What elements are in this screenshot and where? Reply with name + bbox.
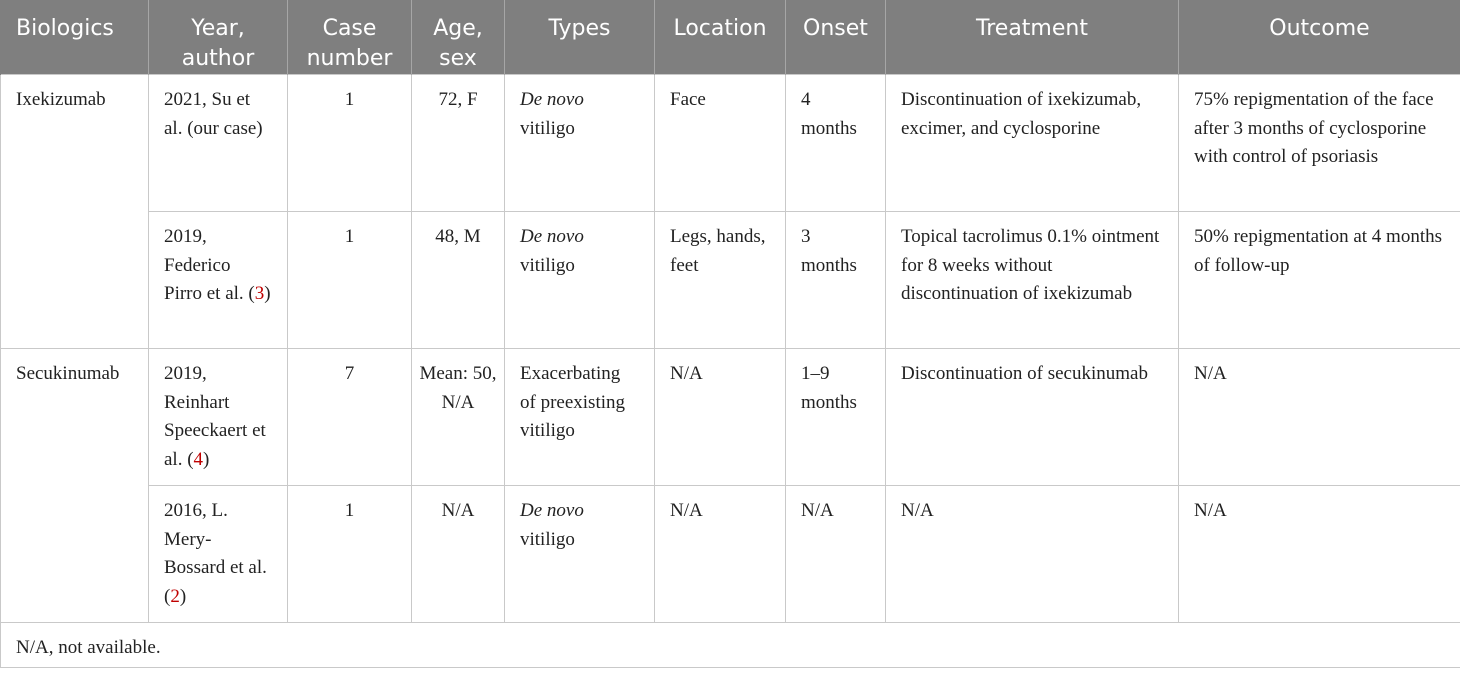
treatment-cell: Topical tacrolimus 0.1% ointment for 8 weeks without discontinuation of ixekizumab (886, 212, 1179, 349)
footnote-row (1, 623, 1460, 668)
header-case-number: Case number (288, 1, 412, 75)
age-sex-cell: 48, M (412, 212, 505, 349)
outcome-cell: 50% repigmentation at 4 months of follow-up (1179, 212, 1460, 349)
age-sex-cell: 72, F (412, 75, 505, 212)
onset-cell: 1–9 months (786, 349, 886, 486)
header-location: Location (655, 1, 786, 75)
year-author-close: ) (203, 448, 210, 470)
table-row (1, 349, 1460, 486)
header-treatment: Treatment (886, 1, 1179, 75)
age-sex-cell: Mean: 50, N/A (412, 349, 505, 486)
year-author-close: ) (264, 283, 271, 304)
header-types: Types (505, 1, 655, 75)
location-cell: N/A (655, 486, 786, 623)
onset-cell: 3 months (786, 212, 886, 349)
table-footnote: N/A, not available. (1, 623, 1460, 668)
location-cell: Face (655, 75, 786, 212)
types-italic: De novo (520, 500, 584, 521)
types-rest: vitiligo (520, 254, 575, 276)
header-outcome: Outcome (1179, 1, 1460, 75)
types-cell (505, 349, 655, 486)
case-number-cell: 1 (288, 212, 412, 349)
reference-link[interactable]: 4 (193, 448, 204, 470)
outcome-cell: N/A (1179, 486, 1460, 623)
age-sex-cell: N/A (412, 486, 505, 623)
table-row (1, 75, 1460, 212)
treatment-cell: N/A (886, 486, 1179, 623)
case-number-cell: 1 (288, 75, 412, 212)
table-row (1, 486, 1460, 623)
header-row (1, 1, 1460, 75)
year-author-text: 2019, Federico Pirro et al. ( (164, 226, 255, 304)
outcome-cell: N/A (1179, 349, 1460, 486)
year-author-text: 2019, Reinhart Speeckaert et al. ( (164, 363, 266, 470)
year-author-close: ) (179, 585, 187, 607)
year-author-text: 2016, L. Mery-Bossard et al. ( (164, 500, 267, 607)
year-author-cell (149, 486, 288, 623)
biologic-cell: Secukinumab (1, 349, 149, 623)
types-italic: De novo (520, 226, 584, 247)
types-rest: Exacerbating of preexisting vitiligo (520, 363, 626, 441)
year-author-cell: 2021, Su et al. (our case) (149, 75, 288, 212)
outcome-cell: 75% repigmentation of the face after 3 months of cyclosporine with control of psoriasis (1179, 75, 1460, 212)
types-cell (505, 75, 655, 212)
header-age-sex: Age, sex (412, 1, 505, 75)
year-author-cell (149, 212, 288, 349)
types-italic: De novo (520, 89, 584, 110)
types-cell (505, 486, 655, 623)
year-author-cell (149, 349, 288, 486)
header-biologics: Biologics (1, 1, 149, 75)
reference-link[interactable]: 3 (254, 283, 265, 304)
case-number-cell: 7 (288, 349, 412, 486)
onset-cell: 4 months (786, 75, 886, 212)
types-cell (505, 212, 655, 349)
treatment-cell: Discontinuation of secukinumab (886, 349, 1179, 486)
types-rest: vitiligo (520, 528, 575, 550)
header-onset: Onset (786, 1, 886, 75)
location-cell: Legs, hands, feet (655, 212, 786, 349)
case-number-cell: 1 (288, 486, 412, 623)
biologic-cell: Ixekizumab (1, 75, 149, 349)
location-cell: N/A (655, 349, 786, 486)
reference-link[interactable]: 2 (170, 585, 180, 607)
onset-cell: N/A (786, 486, 886, 623)
treatment-cell: Discontinuation of ixekizumab, excimer, and cyclosporine (886, 75, 1179, 212)
table-row (1, 212, 1460, 349)
header-year-author: Year, author (149, 1, 288, 75)
types-rest: vitiligo (520, 117, 575, 139)
